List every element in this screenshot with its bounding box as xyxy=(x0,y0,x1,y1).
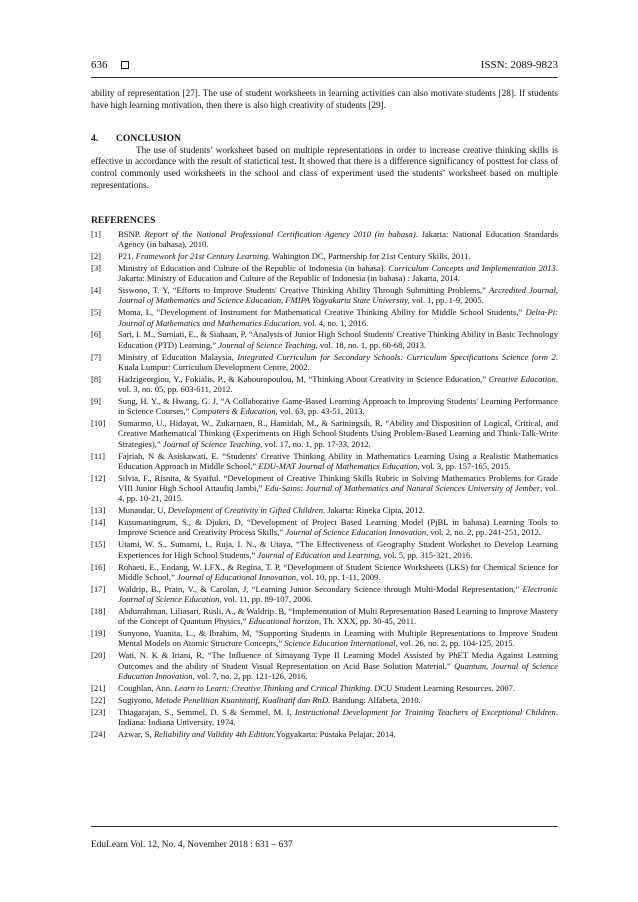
reference-item xyxy=(91,307,558,328)
reference-item xyxy=(91,539,558,560)
conclusion-paragraph: The use of students’ worksheet based on multiple representations in order to increase creative thinking skills is effective in accordance with the result of statictical test. It showed that there is a difference significancy of posttest for class of control commonly used worksheets in the school and class of experiment used the students’ worksheet based on multiple representations. xyxy=(91,144,558,190)
reference-item xyxy=(91,683,558,693)
reference-authors: Azwar, S, xyxy=(118,728,154,739)
reference-source: Framework for 21st Century Learning xyxy=(135,250,268,261)
reference-number: [18] xyxy=(91,605,106,616)
reference-authors: Kusumaningrum, S., & Djukri, D, “Development of Project Based Learning Model (PjBL in bahasa) Learning Tools to Improve Science and Creativity Process Skills,” xyxy=(118,517,558,538)
reference-authors: Wati, N. K & Iriani, R, “The Influence of Simayang Type II Learning Model Assisted by PhET Media Against Learning Outcomes and the ability of Student Visual Representation on Acid Base Solution Material,” xyxy=(118,650,558,671)
intro-paragraph: ability of representation [27]. The use of student worksheets in learning activities can also motivate students [28]. If students have high learning motivation, then there is also high creativity of students [29]. xyxy=(91,88,558,110)
reference-details: , vol. 3, no. 05, pp. 603-611, 2012. xyxy=(118,373,558,395)
reference-details: , vol. 17, no. 1, pp. 17-33, 2012. xyxy=(260,438,371,449)
reference-details: , vol. 2, no. 2, pp. 241-251, 2012. xyxy=(426,527,541,538)
reference-source: Curriculum Concepts and Implementation 2013 xyxy=(388,262,556,273)
reference-item xyxy=(91,517,558,538)
reference-source: Edu-Sains: Journal of Mathematics and Natural Sciences University of Jember xyxy=(264,483,541,494)
reference-number: [9] xyxy=(91,395,102,406)
reference-authors: Siswono, T. Y, “Efforts to Improve Students' Creative Thinking Ability Through Submitting Problems,” xyxy=(118,285,490,296)
reference-authors: Waldrip, B., Prain, V., & Carolan, J, “Learning Junior Secondary Science through Multi-Modal Representation,” xyxy=(118,583,523,594)
reference-authors: Moma, L, ”Development of Instrument for Mathematical Creative Thinking Ability for Middle School Students,” xyxy=(118,307,526,318)
section-title: CONCLUSION xyxy=(116,133,182,145)
issn-label: ISSN: 2089-9823 xyxy=(480,59,558,71)
reference-source: Accredited Journal, Journal of Mathematics and Science Education, FMIPA Yogyakarta State University, xyxy=(118,285,558,306)
page-number: 636 xyxy=(91,59,108,71)
reference-authors: Hadzigeorgiou, Y., Fokialis, P., & Kabouropoulou, M, “Thinking About Creativity in Science Education,” xyxy=(118,373,489,384)
reference-number: [24] xyxy=(91,728,106,739)
conclusion-heading xyxy=(91,133,558,145)
reference-source: EDU-MAT Journal of Mathematics Education xyxy=(258,460,418,471)
reference-authors: Coughlan, Ann. xyxy=(118,682,175,693)
reference-details: . Jakarta: Rineka Cipta, 2012. xyxy=(323,505,425,516)
reference-authors: Sumarmo, U., Hidayat, W., Zukarnaen, R., Hamidah, M., & Sariningsih, R, “Ability and Disposition of Logical, Critical, and Creative Mathematical Thinking (Experiments on High School Students Using Problem-Based Learning and Think-Talk-Write Strategies),” xyxy=(118,418,558,449)
reference-details: . Jakarta: Ministry of Education and Culture of the Republic of Indonesia (in bahasa) : Jakarta, 2014. xyxy=(118,262,558,284)
reference-details: Yogyakarta: Pustaka Pelajar, 2014. xyxy=(275,728,396,739)
reference-details: , vol. 63, pp. 43-51, 2013. xyxy=(275,406,365,417)
reference-source: Delta-Pi: Journal of Mathematics and Mathematics Education xyxy=(118,307,558,328)
reference-authors: Sunyono, Yuanita, L., & Ibrahim, M, “Supporting Students in Learning with Multiple Representations to Improve Student Mental Models on Atomic Structure Concepts,” xyxy=(118,628,558,649)
reference-details: , vol. 7, no. 2, pp. 121-126, 2016. xyxy=(192,670,308,681)
reference-source: Electronic Journal of Science Education xyxy=(118,583,558,605)
reference-authors: Ministry of Education Malaysia, xyxy=(118,351,238,362)
reference-number: [21] xyxy=(91,682,106,693)
reference-source: Science Education International xyxy=(284,638,396,649)
reference-item xyxy=(91,396,558,417)
reference-source: Journal of Science Education Innovation xyxy=(285,527,427,538)
reference-details: , vol. 5, pp. 315-321, 2016. xyxy=(379,549,473,560)
reference-number: [23] xyxy=(91,706,106,717)
reference-details: . Bandung: Alfabeta, 2010. xyxy=(328,694,421,705)
reference-source: Journal of Education and Learning xyxy=(257,549,380,560)
reference-details: , Th. XXX, pp. 30-45, 2011. xyxy=(318,616,417,627)
reference-number: [10] xyxy=(91,418,106,429)
footer-rule xyxy=(91,826,558,827)
reference-item xyxy=(91,285,558,306)
reference-authors: Ministry of Education and Culture of the Republic of Indonesia (in bahasa). xyxy=(118,262,389,273)
reference-number: [4] xyxy=(91,285,102,296)
reference-item xyxy=(91,418,558,449)
reference-details: , vol. 3, pp. 157-165, 2015. xyxy=(417,460,511,471)
reference-number: [2] xyxy=(91,250,102,261)
reference-details: , vol. 26, no. 2, pp. 104-125, 2015. xyxy=(395,638,515,649)
reference-number: [5] xyxy=(91,307,102,318)
references-heading: REFERENCES xyxy=(91,215,156,227)
reference-authors: Rohaeti, E., Endang, W. LFX., & Regina, T. P, “Development of Student Science Worksheets (LKS) for Chemical Science for Middle School,” xyxy=(118,561,558,582)
reference-number: [20] xyxy=(91,650,106,661)
reference-authors: Thiagarajan, S., Semmel, D. S & Semmel, M. I, xyxy=(118,706,295,717)
reference-item xyxy=(91,473,558,504)
reference-authors: Sung, H. Y., & Hwang, G. J, “A Collaborative Game-Based Learning Approach to Improving Students' Learning Performance in Science Courses,” xyxy=(118,395,558,417)
reference-source: Integrated Curriculum for Secondary Schools: Curriculum Specifications Science form 2 xyxy=(237,351,556,362)
reference-item xyxy=(91,628,558,649)
reference-authors: Munandar, U, xyxy=(118,505,168,516)
reference-number: [16] xyxy=(91,561,106,572)
reference-number: [8] xyxy=(91,373,102,384)
page-header xyxy=(91,59,558,75)
reference-authors: BSNP. xyxy=(118,228,145,239)
reference-details: . Wahington DC, Partnership for 21st Century Skills, 2011. xyxy=(267,250,471,261)
reference-authors: Utami, W. S., Sumarni, I., Ruja, I. N., & Utaya, “The Effectiveness of Geography Student Workshet to Develop Learning Experiences for High School Students,” xyxy=(118,539,558,560)
header-rule xyxy=(91,77,558,78)
reference-details: vol. 1, pp. 1-9, 2005. xyxy=(409,295,484,306)
reference-source: Journal of Science Teaching xyxy=(162,438,261,449)
reference-source: Report of the National Professional Certification Agency 2010 (in bahasa) xyxy=(144,228,416,239)
reference-source: Metode Penelitian Kuantitatif, Kualitatif dan RnD xyxy=(155,694,329,705)
reference-number: [1] xyxy=(91,228,102,239)
reference-details: . Jakarta: National Education Standards Agency (in bahasa), 2010. xyxy=(118,228,558,250)
reference-source: Quantum, Journal of Science Education Innovation xyxy=(118,660,558,681)
reference-number: [3] xyxy=(91,262,102,273)
reference-number: [17] xyxy=(91,583,106,594)
reference-number: [19] xyxy=(91,628,106,639)
reference-item xyxy=(91,229,558,250)
page-footer: EduLearn Vol. 12, No. 4, November 2018 : 631 – 637 xyxy=(91,840,293,850)
reference-item xyxy=(91,729,558,739)
reference-authors: Silvia, F., Risnita, & Syaiful. “Development of Creative Thinking Skills Rubric in Solving Mathematics Problems for Grade VIII Junior High School Attaufiq Jambi,” xyxy=(118,472,558,494)
checkbox-square-icon xyxy=(121,61,129,69)
reference-item xyxy=(91,707,558,728)
reference-details: , vol. 18, no. 1, pp. 60-68, 2013. xyxy=(315,339,427,350)
reference-source: Journal of Science Teaching xyxy=(218,339,316,350)
reference-number: [14] xyxy=(91,517,106,528)
reference-number: [6] xyxy=(91,329,102,340)
reference-source: Development of Creativity in Gifted Children xyxy=(167,505,323,516)
reference-authors: Fajriah, N & Asiskawati, E. “Students' Creative Thinking Ability in Mathematics Learning Using a Realistic Mathematics Education Approach in Middle School,” xyxy=(118,450,558,471)
reference-item xyxy=(91,374,558,395)
reference-details: , vol. 4, no. 1, 2016. xyxy=(299,317,369,328)
reference-number: [22] xyxy=(91,694,106,705)
reference-number: [13] xyxy=(91,505,106,516)
reference-source: Creative Education xyxy=(488,373,556,384)
reference-item xyxy=(91,329,558,350)
reference-number: [15] xyxy=(91,539,106,550)
reference-details: . DCU Student Learning Resources. 2007. xyxy=(370,682,516,693)
reference-source: Computers & Education xyxy=(191,406,276,417)
reference-details: , vol. 4, pp. 10-21, 2015. xyxy=(118,483,558,504)
reference-source: Journal of Educational Innovation xyxy=(176,571,297,582)
reference-source: Educational horizon xyxy=(248,616,319,627)
reference-details: , vol. 11, pp. 89-107, 2006. xyxy=(219,594,313,605)
reference-item xyxy=(91,352,558,373)
section-number: 4. xyxy=(91,133,99,145)
reference-authors: Abdurrahman, Liliasari, Rusli, A., & Waldrip. B, “Implementation of Multi Representation Based Learning to Improve Mastery of the Concept of Quantum Physics,” xyxy=(118,605,558,627)
reference-item xyxy=(91,505,558,515)
reference-details: . Kuala Lumpur: Curriculum Development Centre, 2002. xyxy=(118,351,558,372)
reference-details: , vol. 10, pp. 1-11, 2009. xyxy=(296,571,381,582)
reference-item xyxy=(91,451,558,472)
reference-item xyxy=(91,584,558,605)
reference-item xyxy=(91,251,558,261)
reference-number: [7] xyxy=(91,351,102,362)
reference-item xyxy=(91,650,558,681)
reference-item xyxy=(91,562,558,583)
reference-number: [11] xyxy=(91,450,105,461)
page-body xyxy=(91,88,558,741)
reference-item xyxy=(91,263,558,284)
reference-details: . Indiana: Indiana University, 1974. xyxy=(118,706,558,727)
reference-source: Reliability and Validity 4th Edition. xyxy=(153,728,276,739)
reference-source: Instructional Development for Training Teachers of Exceptional Children xyxy=(294,706,556,717)
reference-authors: P21. xyxy=(118,250,136,261)
reference-number: [12] xyxy=(91,472,106,483)
reference-authors: Sugiyono, xyxy=(118,694,156,705)
reference-source: Learn to Learn: Creative Thinking and Critical Thinking xyxy=(174,682,371,693)
reference-item xyxy=(91,695,558,705)
reference-authors: Sari, I. M., Sumiati, E., & Siahaan, P, “Analysis of Junior High School Students' Creative Thinking Ability in Basic Technology Education (PTD) Learning,” xyxy=(118,329,558,350)
reference-item xyxy=(91,606,558,627)
reference-list xyxy=(91,229,558,739)
